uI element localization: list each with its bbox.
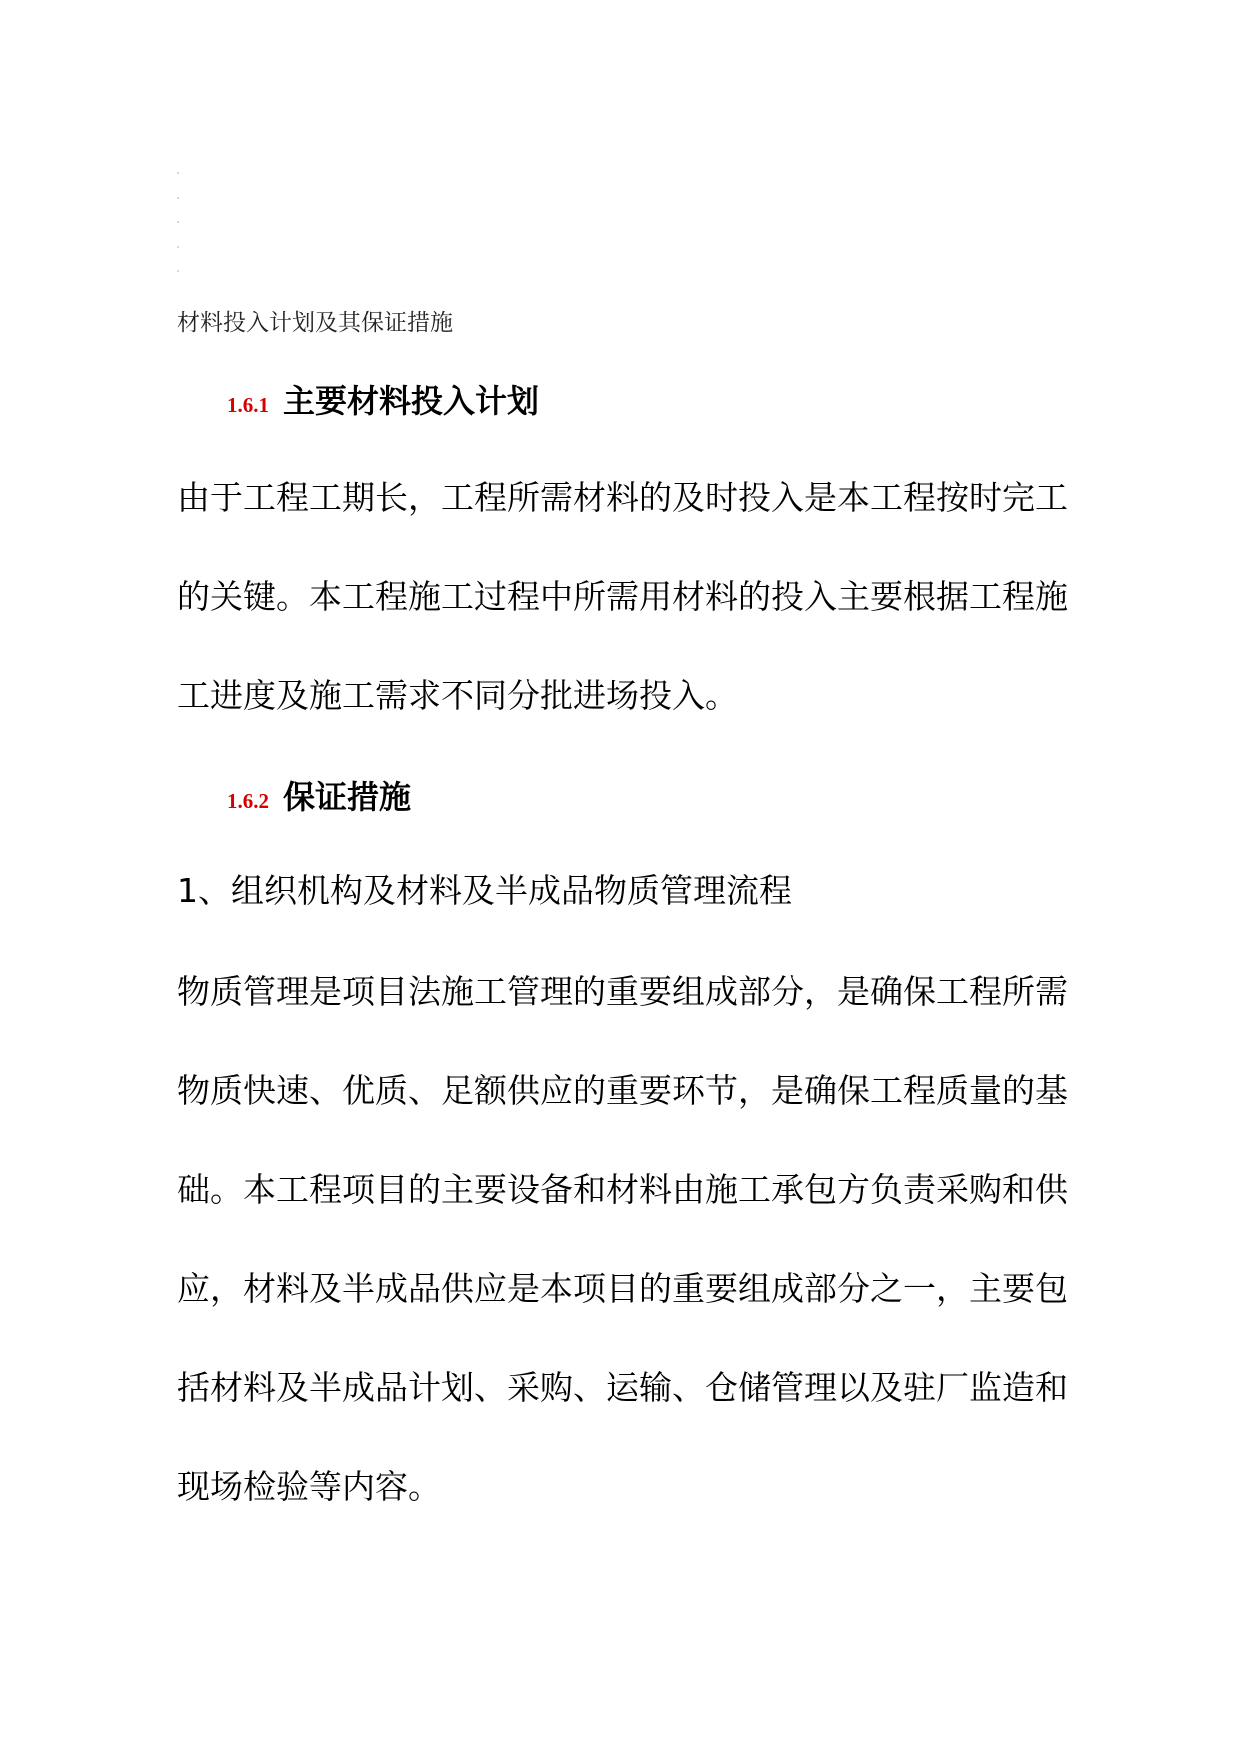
numbered-item: 1、组织机构及材料及半成品物质管理流程 — [177, 871, 792, 910]
margin-mark — [177, 270, 179, 272]
paragraph-line: 物质管理是项目法施工管理的重要组成部分，是确保工程所需 — [177, 972, 1068, 1011]
section-number: 1.6.2 — [227, 789, 269, 813]
document-title: 材料投入计划及其保证措施 — [177, 310, 453, 336]
paragraph-line: 物质快速、优质、足额供应的重要环节，是确保工程质量的基 — [177, 1071, 1068, 1110]
margin-mark — [177, 246, 179, 248]
paragraph-line: 括材料及半成品计划、采购、运输、仓储管理以及驻厂监造和 — [177, 1368, 1068, 1407]
paragraph-line: 由于工程工期长，工程所需材料的及时投入是本工程按时完工 — [177, 478, 1068, 517]
section-number: 1.6.1 — [227, 393, 269, 417]
margin-mark — [177, 221, 179, 223]
section-heading-1-6-2 — [227, 772, 411, 818]
paragraph-line: 的关键。本工程施工过程中所需用材料的投入主要根据工程施 — [177, 577, 1068, 616]
section-heading-1-6-1 — [227, 376, 539, 422]
paragraph-line: 应，材料及半成品供应是本项目的重要组成部分之一，主要包 — [177, 1269, 1068, 1308]
paragraph-line: 工进度及施工需求不同分批进场投入。 — [177, 676, 738, 715]
paragraph-line: 现场检验等内容。 — [177, 1467, 441, 1506]
margin-mark — [177, 197, 179, 199]
section-2-paragraph — [177, 942, 1097, 1536]
section-title: 保证措施 — [283, 778, 412, 816]
paragraph-line: 础。本工程项目的主要设备和材料由施工承包方负责采购和供 — [177, 1170, 1068, 1209]
section-1-paragraph — [177, 448, 1097, 745]
margin-mark — [177, 172, 179, 174]
section-title: 主要材料投入计划 — [283, 382, 540, 420]
